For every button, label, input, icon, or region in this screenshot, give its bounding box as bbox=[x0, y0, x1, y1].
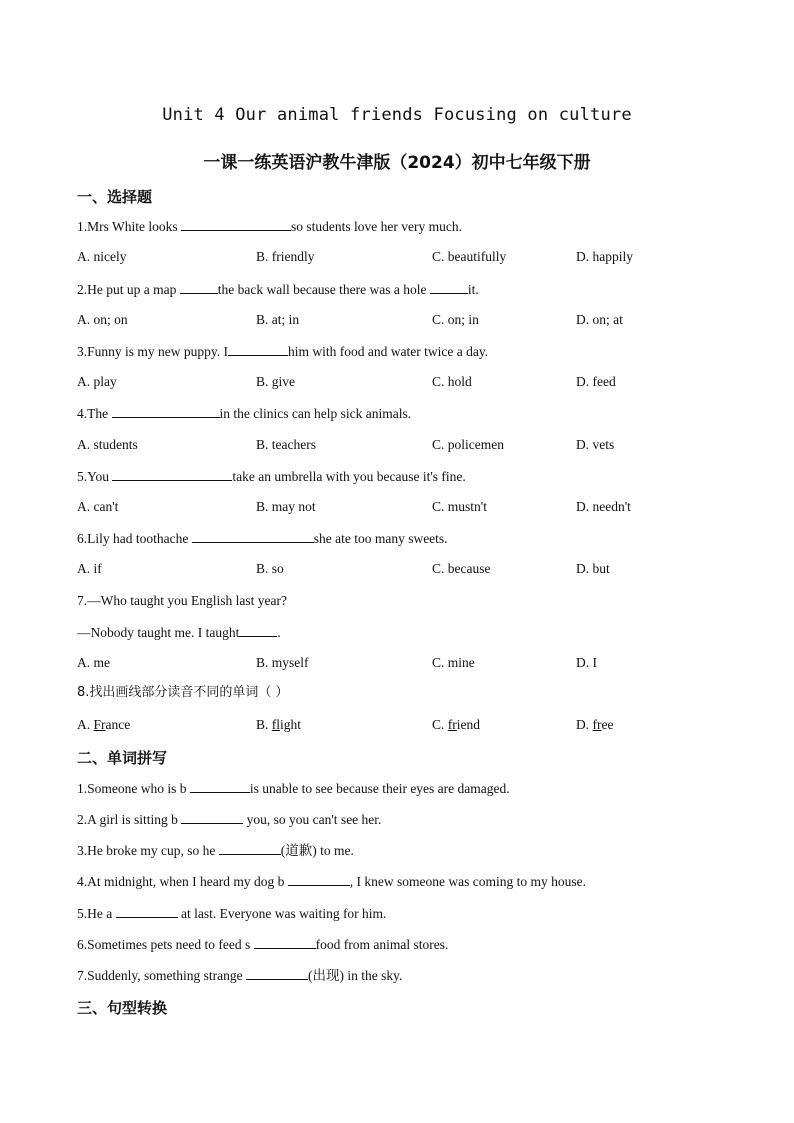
question-6 bbox=[77, 529, 448, 548]
question-text: 4.At midnight, when I heard my dog b bbox=[77, 874, 288, 889]
question-text: so students love her very much. bbox=[291, 219, 462, 234]
options-q2 bbox=[0, 311, 794, 329]
option-d[interactable]: D. but bbox=[576, 561, 610, 576]
answer-blank[interactable] bbox=[181, 810, 243, 824]
question-5 bbox=[77, 467, 466, 486]
option-a[interactable]: A. France bbox=[77, 717, 131, 732]
answer-blank[interactable] bbox=[288, 872, 350, 886]
option-b[interactable]: B. give bbox=[256, 374, 295, 389]
option-b[interactable]: B. friendly bbox=[256, 249, 315, 264]
option-b[interactable]: B. so bbox=[256, 561, 284, 576]
option-b[interactable]: B. flight bbox=[256, 717, 302, 732]
question-text: in the clinics can help sick animals. bbox=[219, 406, 412, 421]
question-text: she ate too many sweets. bbox=[313, 531, 448, 546]
document-title: Unit 4 Our animal friends Focusing on culture bbox=[162, 105, 632, 125]
question-text: 8.找出画线部分读音不同的单词（ ） bbox=[77, 685, 289, 700]
options-q6 bbox=[0, 560, 794, 578]
answer-blank[interactable] bbox=[112, 404, 220, 418]
question-2 bbox=[77, 280, 479, 299]
question-text: —Nobody taught me. I taught bbox=[77, 625, 240, 640]
option-a[interactable]: A. nicely bbox=[77, 249, 127, 264]
question-text: (道歉) to me. bbox=[280, 843, 354, 858]
option-c[interactable]: C. mine bbox=[432, 655, 475, 670]
options-q1 bbox=[0, 248, 794, 266]
option-c[interactable]: C. friend bbox=[432, 717, 481, 732]
option-a[interactable]: A. me bbox=[77, 655, 110, 670]
question-text: , I knew someone was coming to my house. bbox=[349, 874, 586, 889]
option-d[interactable]: D. vets bbox=[576, 437, 615, 452]
option-b[interactable]: B. myself bbox=[256, 655, 309, 670]
question-text: 5.You bbox=[77, 469, 113, 484]
option-c[interactable]: C. mustn't bbox=[432, 499, 487, 514]
document-subtitle: 一课一练英语沪教牛津版（2024）初中七年级下册 bbox=[203, 153, 591, 173]
question-text: 5.He a bbox=[77, 906, 116, 921]
option-a[interactable]: A. if bbox=[77, 561, 102, 576]
answer-blank[interactable] bbox=[430, 280, 468, 294]
answer-blank[interactable] bbox=[246, 966, 308, 980]
spelling-item-7 bbox=[77, 966, 402, 985]
question-text: 3.Funny is my new puppy. I bbox=[77, 344, 228, 359]
answer-blank[interactable] bbox=[239, 623, 277, 637]
spelling-item-5 bbox=[77, 904, 386, 923]
answer-blank[interactable] bbox=[190, 779, 250, 793]
options-q7 bbox=[0, 654, 794, 672]
question-text: 2.A girl is sitting b bbox=[77, 812, 182, 827]
answer-blank[interactable] bbox=[228, 342, 288, 356]
question-text: it. bbox=[467, 282, 479, 297]
question-1 bbox=[77, 217, 462, 236]
question-text: (出现) in the sky. bbox=[307, 968, 403, 983]
options-q3 bbox=[0, 373, 794, 391]
question-text: . bbox=[277, 625, 281, 640]
question-text: 7.Suddenly, something strange bbox=[77, 968, 246, 983]
answer-blank[interactable] bbox=[116, 904, 178, 918]
spelling-item-2 bbox=[77, 810, 381, 829]
question-text: at last. Everyone was waiting for him. bbox=[177, 906, 387, 921]
option-d[interactable]: D. needn't bbox=[576, 499, 631, 514]
answer-blank[interactable] bbox=[180, 280, 218, 294]
option-d[interactable]: D. happily bbox=[576, 249, 633, 264]
question-text: 1.Someone who is b bbox=[77, 781, 190, 796]
option-b[interactable]: B. may not bbox=[256, 499, 316, 514]
option-b[interactable]: B. teachers bbox=[256, 437, 316, 452]
question-text: 6.Sometimes pets need to feed s bbox=[77, 937, 254, 952]
answer-blank[interactable] bbox=[219, 841, 281, 855]
answer-blank[interactable] bbox=[181, 217, 291, 231]
answer-blank[interactable] bbox=[112, 467, 232, 481]
question-7 bbox=[77, 592, 287, 610]
question-text: you, so you can't see her. bbox=[243, 812, 382, 827]
spelling-item-1 bbox=[77, 779, 510, 798]
question-text: take an umbrella with you because it's fine. bbox=[232, 469, 466, 484]
question-text: the back wall because there was a hole bbox=[217, 282, 430, 297]
question-text: is unable to see because their eyes are damaged. bbox=[249, 781, 510, 796]
question-text: him with food and water twice a day. bbox=[288, 344, 489, 359]
question-4 bbox=[77, 404, 411, 423]
spelling-item-3 bbox=[77, 841, 354, 860]
question-text: 6.Lily had toothache bbox=[77, 531, 192, 546]
question-7-response bbox=[77, 623, 281, 642]
option-d[interactable]: D. feed bbox=[576, 374, 616, 389]
options-q4 bbox=[0, 436, 794, 454]
answer-blank[interactable] bbox=[192, 529, 314, 543]
option-a[interactable]: A. students bbox=[77, 437, 138, 452]
section-heading-transformation: 三、句型转换 bbox=[77, 999, 168, 1017]
option-a[interactable]: A. can't bbox=[77, 499, 119, 514]
option-d[interactable]: D. I bbox=[576, 655, 597, 670]
option-a[interactable]: A. play bbox=[77, 374, 117, 389]
option-c[interactable]: C. policemen bbox=[432, 437, 504, 452]
section-heading-spelling: 二、单词拼写 bbox=[77, 749, 168, 767]
question-8 bbox=[77, 684, 289, 702]
question-3 bbox=[77, 342, 488, 361]
option-d[interactable]: D. on; at bbox=[576, 312, 623, 327]
question-text: 4.The bbox=[77, 406, 112, 421]
options-q8 bbox=[0, 716, 794, 734]
spelling-item-6 bbox=[77, 935, 448, 954]
option-c[interactable]: C. because bbox=[432, 561, 491, 576]
spelling-item-4 bbox=[77, 872, 586, 891]
section-heading-choice: 一、选择题 bbox=[77, 188, 153, 206]
options-q5 bbox=[0, 498, 794, 516]
option-c[interactable]: C. hold bbox=[432, 374, 472, 389]
option-c[interactable]: C. on; in bbox=[432, 312, 479, 327]
question-text: 3.He broke my cup, so he bbox=[77, 843, 219, 858]
answer-blank[interactable] bbox=[254, 935, 316, 949]
question-text: 2.He put up a map bbox=[77, 282, 180, 297]
question-text: 1.Mrs White looks bbox=[77, 219, 181, 234]
option-a[interactable]: A. on; on bbox=[77, 312, 128, 327]
option-d[interactable]: D. free bbox=[576, 717, 614, 732]
question-text: food from animal stores. bbox=[315, 937, 449, 952]
option-b[interactable]: B. at; in bbox=[256, 312, 300, 327]
option-c[interactable]: C. beautifully bbox=[432, 249, 507, 264]
question-text: 7.—Who taught you English last year? bbox=[77, 593, 287, 608]
